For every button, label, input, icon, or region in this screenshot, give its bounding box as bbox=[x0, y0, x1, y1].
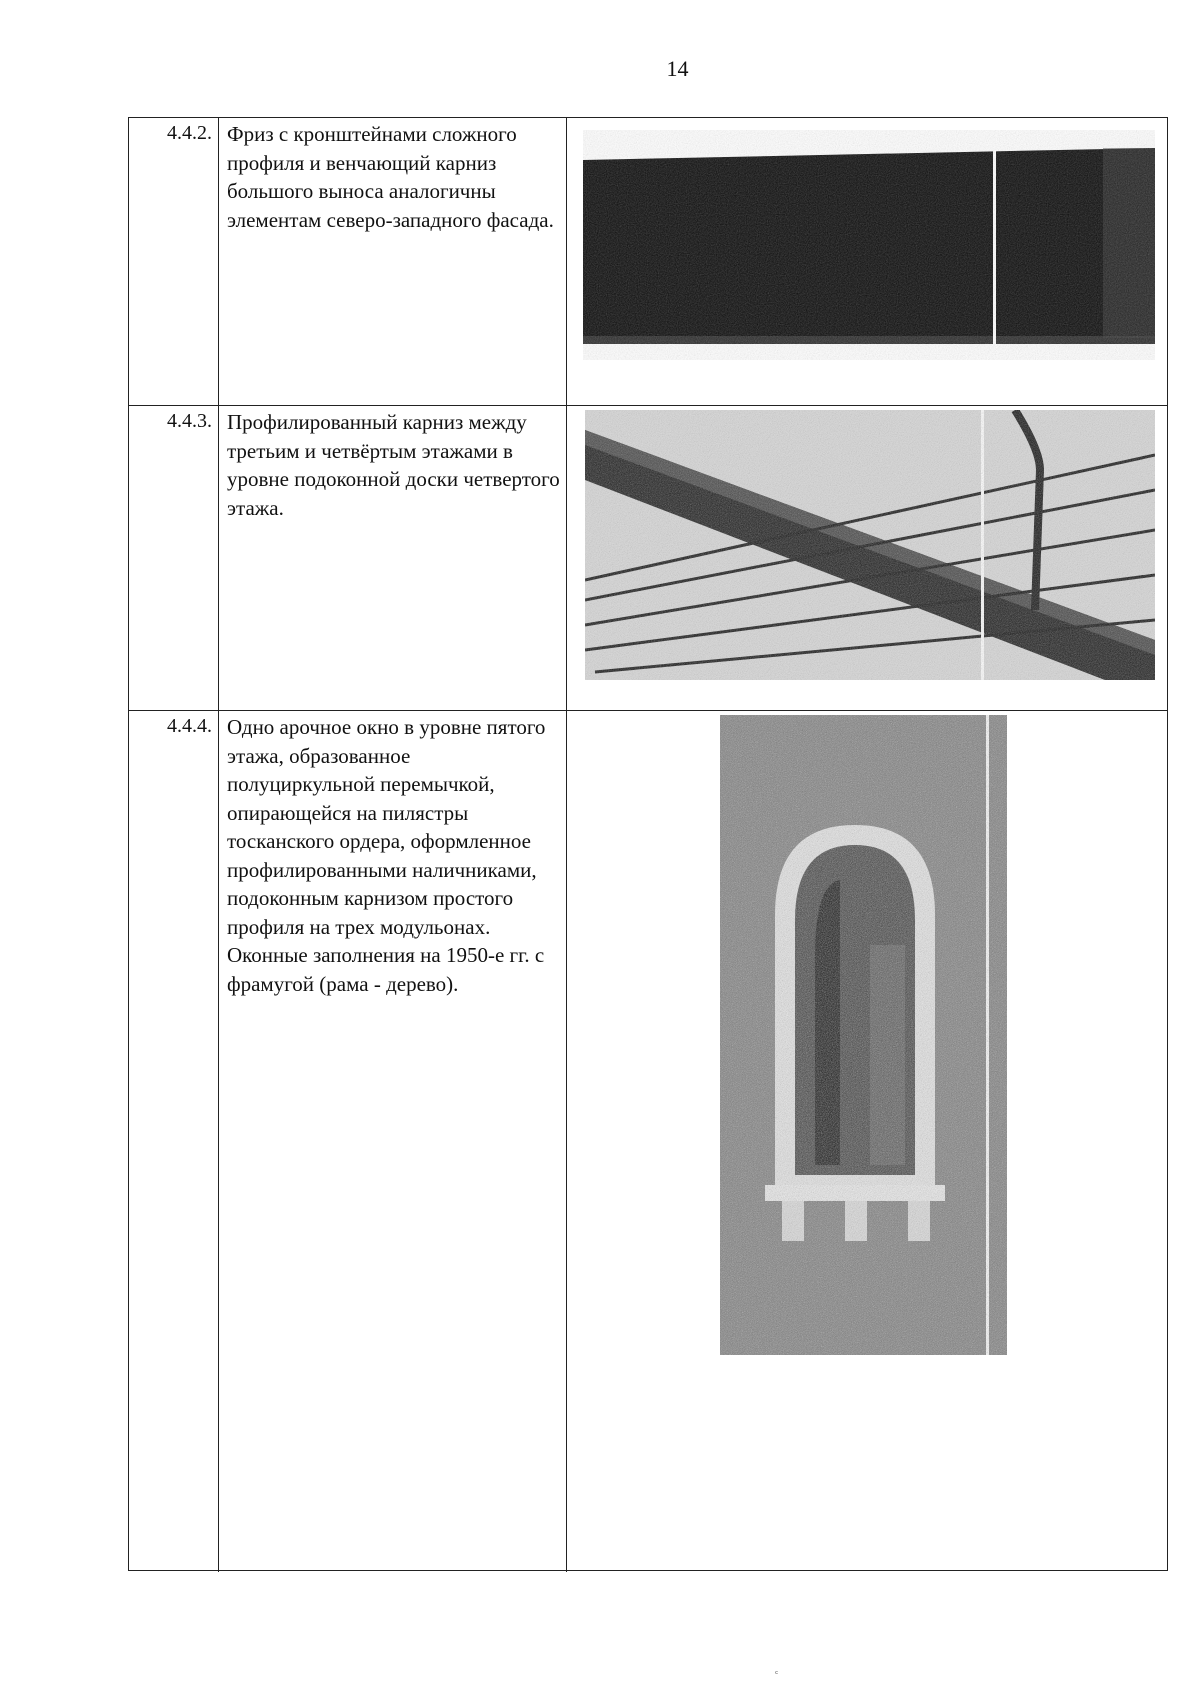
item-description bbox=[219, 711, 567, 1572]
scan-artifact: ᶜ bbox=[775, 1670, 779, 1680]
photo-cell bbox=[567, 711, 1167, 1572]
item-number: 4.4.3. bbox=[129, 406, 219, 710]
frieze-cornice-photo bbox=[583, 130, 1155, 360]
description-paragraph: Оконные заполнения на 1950-е гг. с фрамугой (рама - дерево). bbox=[227, 943, 545, 996]
item-description bbox=[219, 406, 567, 710]
arched-window-photo bbox=[720, 715, 1007, 1355]
photo-cell bbox=[567, 406, 1167, 710]
description-paragraph: Фриз с кронштейнами сложного профиля и венчающий карниз большого выноса аналогичны элементам северо-западного фасада. bbox=[227, 122, 554, 232]
item-description bbox=[219, 118, 567, 405]
table-row bbox=[129, 118, 1167, 406]
table-row bbox=[129, 711, 1167, 1572]
table-row bbox=[129, 406, 1167, 711]
description-table bbox=[128, 117, 1168, 1571]
description-paragraph: Профилированный карниз между третьим и четвёртым этажами в уровне подоконной доски четвертого этажа. bbox=[227, 410, 560, 520]
item-number: 4.4.2. bbox=[129, 118, 219, 405]
description-paragraph: Одно арочное окно в уровне пятого этажа, образованное полуциркульной перемычкой, опирающейся на пилястры тосканского ордера, оформленное профилированными наличниками, подоконным карнизом простого профиля на трех модульонах. bbox=[227, 715, 546, 939]
page-number: 14 bbox=[666, 56, 689, 81]
photo-cell bbox=[567, 118, 1167, 405]
item-number: 4.4.4. bbox=[129, 711, 219, 1572]
profiled-cornice-photo bbox=[585, 410, 1155, 680]
